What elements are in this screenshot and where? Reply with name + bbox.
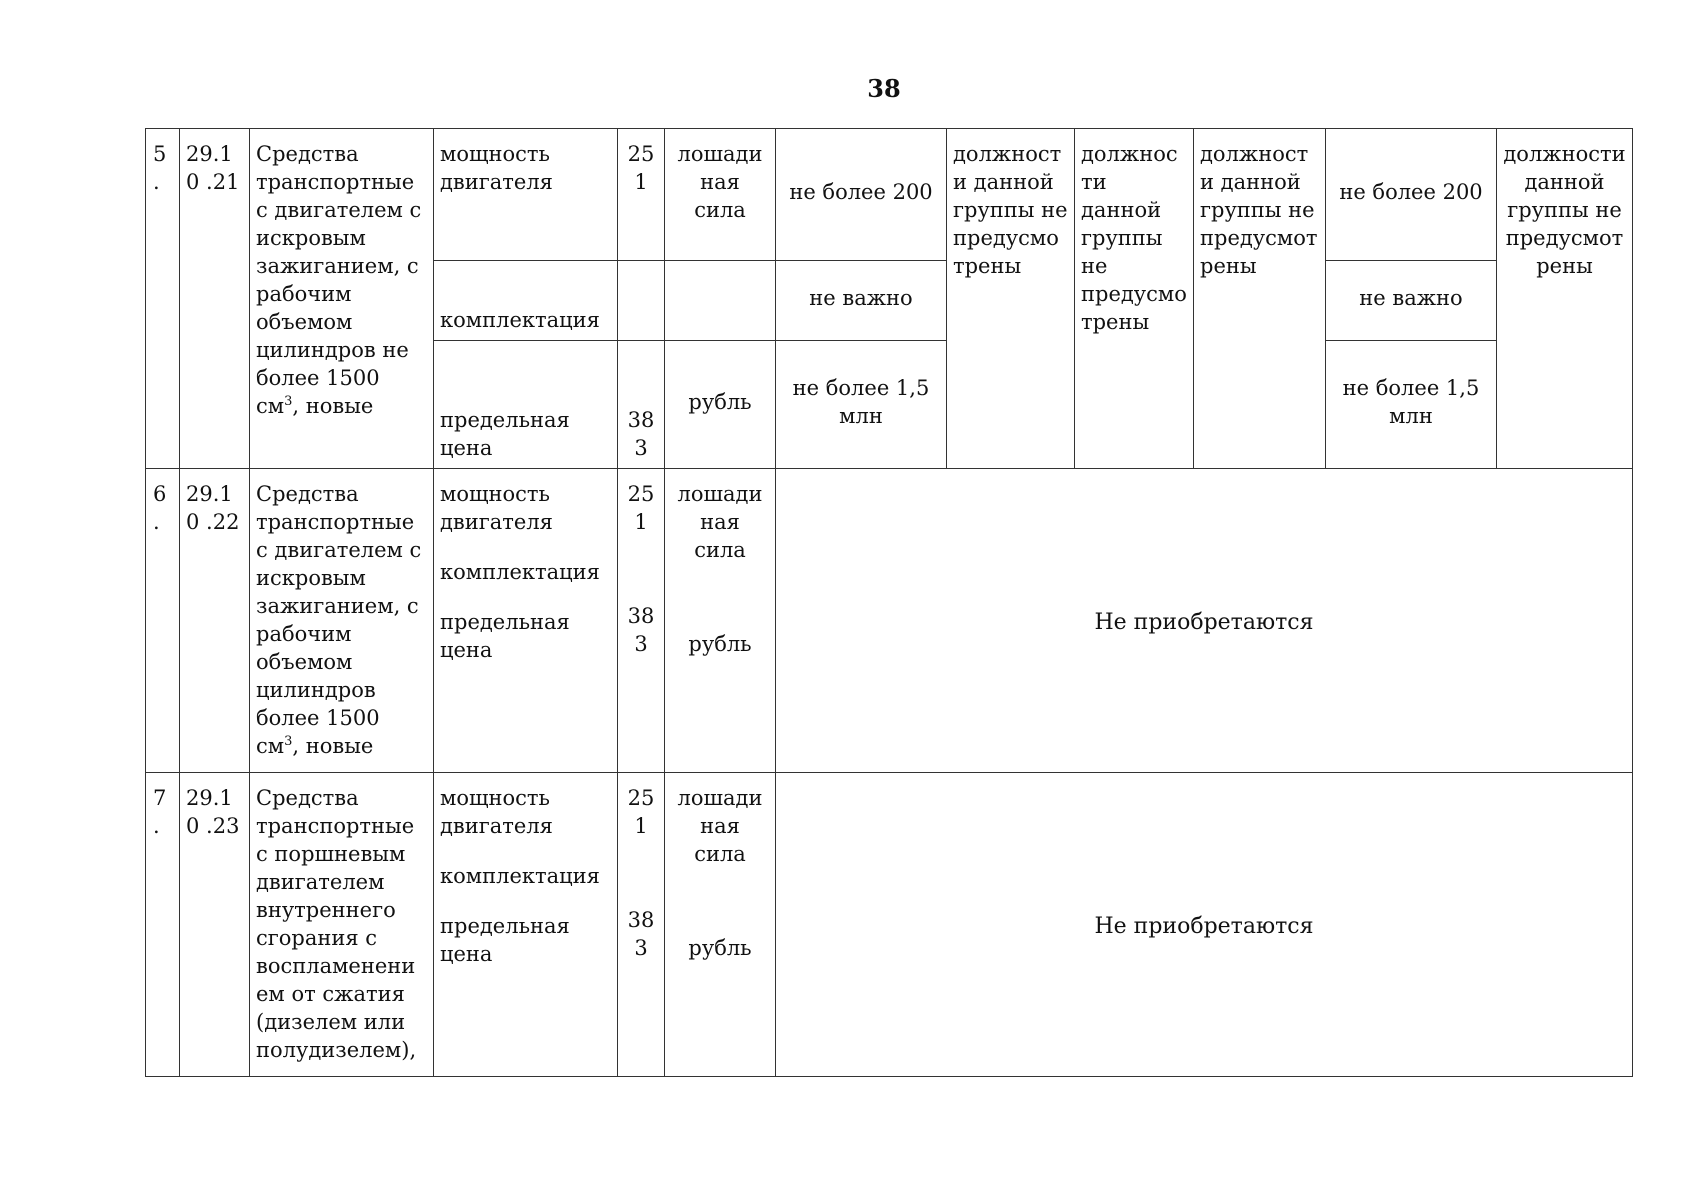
item-name: Средства транспортные с поршневым двигателем внутреннего сгорания с воспламенением от сжатия (дизелем или полудизелем), [250,773,434,1077]
superscript: 3 [284,394,293,409]
unit-code: 25 1 [627,482,655,534]
value-cell: не более 1,5 млн [776,341,947,469]
not-provided-cell: должности данной группы не предусмотрены [1497,129,1633,469]
unit-codes [618,469,665,773]
okpd-code: 29.10 .23 [180,773,250,1077]
not-provided-cell: должности данной группы не предусмотрены [1194,129,1326,469]
characteristic-name: мощность двигателя [440,786,553,838]
item-name-text: Средства транспортные с двигателем с искровым зажиганием, с рабочим объемом цилиндров не более 1500 см [256,142,422,418]
value-cell: не важно [1326,261,1497,341]
characteristic-name: комплектация [440,560,600,584]
status-cell: Не приобретаются [776,469,1633,773]
requirements-table [145,128,1633,1077]
characteristic-name: мощность двигателя [434,129,618,261]
unit-name: лошадиная сила [677,786,763,866]
unit-code: 38 3 [627,604,655,656]
not-provided-cell: должности данной группы не предусмотрены [947,129,1075,469]
not-provided-cell: должности данной группы не предусмотрены [1075,129,1194,469]
unit-names [665,773,776,1077]
row-number: 5. [146,129,180,469]
okpd-code: 29.10 .21 [180,129,250,469]
characteristic-name: мощность двигателя [440,482,553,534]
characteristic-name: предельная цена [440,610,570,662]
okpd-code: 29.10 .22 [180,469,250,773]
table-row [146,129,1633,261]
unit-codes [618,773,665,1077]
superscript: 3 [284,734,293,749]
unit-code: 38 3 [627,908,655,960]
unit-names [665,469,776,773]
unit-name: рубль [665,341,776,469]
item-name [250,469,434,773]
item-name-text: Средства транспортные с двигателем с искровым зажиганием, с рабочим объемом цилиндров более 1500 см [256,482,422,758]
table-row [146,469,1633,773]
unit-name [665,261,776,341]
unit-name: рубль [688,632,752,656]
characteristics-list [434,469,618,773]
row-number: 6. [146,469,180,773]
characteristic-name: комплектация [440,864,600,888]
item-name [250,129,434,469]
characteristic-name: предельная цена [434,341,618,469]
table-row [146,773,1633,1077]
characteristic-name: предельная цена [440,914,570,966]
characteristic-name: комплектация [434,261,618,341]
value-cell: не важно [776,261,947,341]
unit-code: 25 1 [618,129,665,261]
characteristics-list [434,773,618,1077]
unit-code: 38 3 [618,341,665,469]
row-number: 7. [146,773,180,1077]
page-number: 38 [867,74,901,103]
item-name-tail: , новые [292,734,374,758]
unit-name: лошадиная сила [665,129,776,261]
value-cell: не более 1,5 млн [1326,341,1497,469]
unit-name: рубль [688,936,752,960]
unit-code: 25 1 [627,786,655,838]
value-cell: не более 200 [1326,129,1497,261]
item-name-tail: , новые [292,394,374,418]
unit-code [618,261,665,341]
unit-name: лошадиная сила [677,482,763,562]
status-cell: Не приобретаются [776,773,1633,1077]
value-cell: не более 200 [776,129,947,261]
